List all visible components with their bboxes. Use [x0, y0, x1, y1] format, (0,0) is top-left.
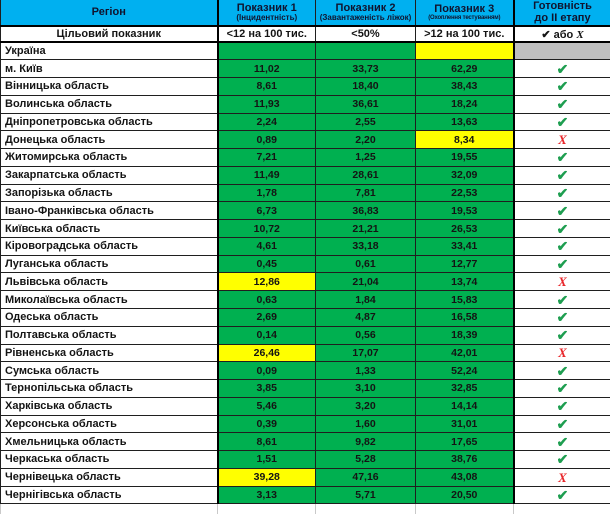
table-row [1, 60, 610, 78]
value-cell: 1,25 [316, 149, 416, 167]
value-cell: 33,18 [316, 237, 416, 255]
region-cell: Харківська область [1, 397, 218, 415]
value-cell: 1,60 [316, 415, 416, 433]
region-cell: Дніпропетровська область [1, 113, 218, 131]
region-cell: Київська область [1, 220, 218, 238]
value-cell: 11,49 [218, 166, 316, 184]
target-readiness-or-label: або [553, 28, 574, 41]
check-icon: ✔ [514, 486, 610, 504]
value-cell: 12,77 [416, 255, 514, 273]
region-cell: Рівненська область [1, 344, 218, 362]
table-row [1, 166, 610, 184]
partial-cell [1, 504, 218, 514]
table-row [1, 237, 610, 255]
value-cell [316, 42, 416, 60]
region-cell: Черкаська область [1, 451, 218, 469]
value-cell: 12,86 [218, 273, 316, 291]
target-readiness-legend [514, 26, 610, 42]
table-row [1, 149, 610, 167]
partial-cell [416, 504, 514, 514]
region-cell: Запорізька область [1, 184, 218, 202]
cross-icon: Х [514, 131, 610, 149]
value-cell: 0,63 [218, 291, 316, 309]
value-cell: 32,09 [416, 166, 514, 184]
check-icon: ✔ [514, 220, 610, 238]
value-cell: 5,28 [316, 451, 416, 469]
region-cell: Чернігівська область [1, 486, 218, 504]
value-cell: 52,24 [416, 362, 514, 380]
table-row [1, 42, 610, 60]
value-cell: 11,02 [218, 60, 316, 78]
col-header-indicator2-subtitle: (Завантаженість ліжок) [319, 13, 412, 23]
region-cell: Тернопільська область [1, 380, 218, 398]
table-row [1, 131, 610, 149]
region-cell: м. Київ [1, 60, 218, 78]
value-cell: 11,93 [218, 95, 316, 113]
cross-icon: Х [514, 468, 610, 486]
value-cell: 14,14 [416, 397, 514, 415]
check-icon: ✔ [514, 362, 610, 380]
value-cell: 9,82 [316, 433, 416, 451]
value-cell: 0,14 [218, 326, 316, 344]
region-cell: Кіровоградська область [1, 237, 218, 255]
cross-icon: Х [576, 28, 584, 41]
cross-icon: Х [514, 344, 610, 362]
col-header-indicator3 [416, 0, 514, 26]
region-cell: Україна [1, 42, 218, 60]
target-indicator2-value: <50% [316, 26, 416, 42]
col-header-readiness [514, 0, 610, 26]
col-header-indicator1-title: Показник 1 [236, 1, 297, 14]
value-cell [218, 42, 316, 60]
value-cell: 18,40 [316, 78, 416, 96]
check-icon: ✔ [514, 326, 610, 344]
value-cell: 18,24 [416, 95, 514, 113]
table-row [1, 202, 610, 220]
partial-cell [316, 504, 416, 514]
check-icon: ✔ [514, 308, 610, 326]
readiness-cell [514, 42, 610, 60]
table-body [1, 42, 610, 514]
target-indicator-row [1, 26, 610, 42]
check-icon: ✔ [514, 397, 610, 415]
check-icon: ✔ [514, 291, 610, 309]
partial-cell [514, 504, 610, 514]
region-cell: Херсонська область [1, 415, 218, 433]
value-cell: 13,74 [416, 273, 514, 291]
target-row-label: Цільовий показник [1, 26, 218, 42]
partial-bottom-row [1, 504, 610, 514]
region-cell: Закарпатська область [1, 166, 218, 184]
table-row [1, 184, 610, 202]
value-cell: 36,61 [316, 95, 416, 113]
check-icon: ✔ [514, 60, 610, 78]
value-cell: 0,39 [218, 415, 316, 433]
region-cell: Хмельницька область [1, 433, 218, 451]
value-cell: 1,51 [218, 451, 316, 469]
check-icon: ✔ [541, 28, 551, 41]
target-indicator1-value: <12 на 100 тис. [218, 26, 316, 42]
col-header-readiness-title: Готовність [533, 0, 592, 12]
cross-icon: Х [514, 273, 610, 291]
region-cell: Івано-Франківська область [1, 202, 218, 220]
col-header-indicator2 [316, 0, 416, 26]
value-cell: 0,56 [316, 326, 416, 344]
value-cell: 13,63 [416, 113, 514, 131]
value-cell: 33,73 [316, 60, 416, 78]
value-cell: 0,89 [218, 131, 316, 149]
check-icon: ✔ [514, 184, 610, 202]
value-cell: 42,01 [416, 344, 514, 362]
check-icon: ✔ [514, 237, 610, 255]
table-row [1, 468, 610, 486]
table-row [1, 397, 610, 415]
value-cell: 26,53 [416, 220, 514, 238]
value-cell: 3,20 [316, 397, 416, 415]
col-header-readiness-subtitle: до ІІ етапу [534, 11, 591, 24]
value-cell: 19,53 [416, 202, 514, 220]
region-cell: Волинська область [1, 95, 218, 113]
value-cell: 4,61 [218, 237, 316, 255]
col-header-indicator2-title: Показник 2 [335, 1, 396, 14]
value-cell: 21,04 [316, 273, 416, 291]
table-row [1, 291, 610, 309]
value-cell: 1,33 [316, 362, 416, 380]
value-cell: 15,83 [416, 291, 514, 309]
header-row [1, 0, 610, 26]
value-cell: 16,58 [416, 308, 514, 326]
value-cell: 8,61 [218, 433, 316, 451]
value-cell: 17,65 [416, 433, 514, 451]
value-cell [416, 42, 514, 60]
col-header-region [1, 0, 218, 26]
value-cell: 5,46 [218, 397, 316, 415]
table-row [1, 344, 610, 362]
check-icon: ✔ [514, 415, 610, 433]
region-cell: Львівська область [1, 273, 218, 291]
table-row [1, 78, 610, 96]
value-cell: 31,01 [416, 415, 514, 433]
value-cell: 43,08 [416, 468, 514, 486]
value-cell: 38,76 [416, 451, 514, 469]
value-cell: 7,21 [218, 149, 316, 167]
value-cell: 20,50 [416, 486, 514, 504]
table-row [1, 255, 610, 273]
value-cell: 62,29 [416, 60, 514, 78]
value-cell: 0,61 [316, 255, 416, 273]
value-cell: 7,81 [316, 184, 416, 202]
value-cell: 8,61 [218, 78, 316, 96]
region-cell: Донецька область [1, 131, 218, 149]
value-cell: 3,13 [218, 486, 316, 504]
value-cell: 18,39 [416, 326, 514, 344]
table-row [1, 220, 610, 238]
value-cell: 8,34 [416, 131, 514, 149]
check-icon: ✔ [514, 433, 610, 451]
region-cell: Сумська область [1, 362, 218, 380]
region-cell: Чернівецька область [1, 468, 218, 486]
table-row [1, 451, 610, 469]
check-icon: ✔ [514, 95, 610, 113]
value-cell: 21,21 [316, 220, 416, 238]
check-icon: ✔ [514, 202, 610, 220]
check-icon: ✔ [514, 380, 610, 398]
col-header-indicator1-subtitle: (Інцидентність) [236, 13, 298, 23]
region-cell: Одеська область [1, 308, 218, 326]
table-row [1, 486, 610, 504]
value-cell: 36,83 [316, 202, 416, 220]
value-cell: 3,10 [316, 380, 416, 398]
table-row [1, 308, 610, 326]
partial-cell [218, 504, 316, 514]
col-header-region-label: Регіон [91, 5, 126, 18]
value-cell: 0,09 [218, 362, 316, 380]
value-cell: 28,61 [316, 166, 416, 184]
value-cell: 2,20 [316, 131, 416, 149]
value-cell: 10,72 [218, 220, 316, 238]
value-cell: 39,28 [218, 468, 316, 486]
value-cell: 2,69 [218, 308, 316, 326]
col-header-indicator3-title: Показник 3 [434, 2, 495, 15]
value-cell: 6,73 [218, 202, 316, 220]
table-row [1, 415, 610, 433]
value-cell: 1,78 [218, 184, 316, 202]
table-row [1, 113, 610, 131]
check-icon: ✔ [514, 113, 610, 131]
check-icon: ✔ [514, 166, 610, 184]
region-cell: Миколаївська область [1, 291, 218, 309]
check-icon: ✔ [514, 451, 610, 469]
value-cell: 33,41 [416, 237, 514, 255]
value-cell: 2,24 [218, 113, 316, 131]
value-cell: 22,53 [416, 184, 514, 202]
region-cell: Житомирська область [1, 149, 218, 167]
value-cell: 0,45 [218, 255, 316, 273]
value-cell: 3,85 [218, 380, 316, 398]
col-header-indicator3-subtitle: (Охоплення тестуванням) [428, 15, 501, 22]
table-row [1, 433, 610, 451]
table-row [1, 273, 610, 291]
table-row [1, 326, 610, 344]
check-icon: ✔ [514, 149, 610, 167]
value-cell: 1,84 [316, 291, 416, 309]
value-cell: 38,43 [416, 78, 514, 96]
col-header-indicator1 [218, 0, 316, 26]
table-row [1, 362, 610, 380]
table-row [1, 95, 610, 113]
value-cell: 5,71 [316, 486, 416, 504]
value-cell: 19,55 [416, 149, 514, 167]
target-indicator3-value: >12 на 100 тис. [416, 26, 514, 42]
check-icon: ✔ [514, 255, 610, 273]
check-icon: ✔ [514, 78, 610, 96]
value-cell: 47,16 [316, 468, 416, 486]
value-cell: 32,85 [416, 380, 514, 398]
region-cell: Полтавська область [1, 326, 218, 344]
table-row [1, 380, 610, 398]
value-cell: 4,87 [316, 308, 416, 326]
value-cell: 26,46 [218, 344, 316, 362]
region-cell: Вінницька область [1, 78, 218, 96]
value-cell: 2,55 [316, 113, 416, 131]
region-cell: Луганська область [1, 255, 218, 273]
value-cell: 17,07 [316, 344, 416, 362]
